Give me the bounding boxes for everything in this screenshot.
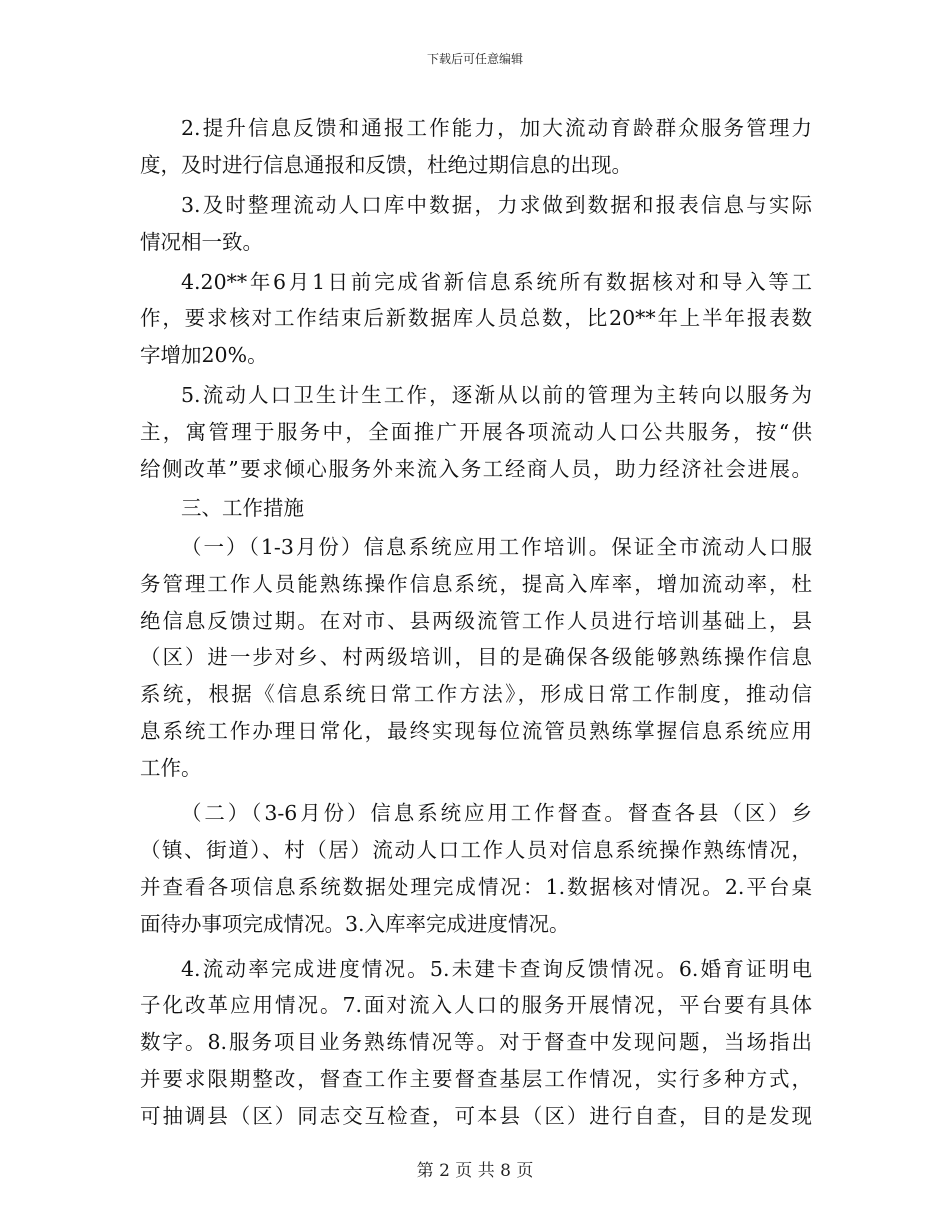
document-body [140,110,812,1135]
page-header: 下载后可任意编辑 [426,52,523,66]
text-line: 三、工作措施 [181,495,304,520]
text-line: 系统，根据《信息系统日常工作方法》，形成日常工作制度，推动信 [140,682,812,707]
text-line: 5.流动人口卫生计生工作，逐渐从以前的管理为主转向以服务为 [181,383,812,408]
text-line: 情况相一致。 [140,229,263,254]
text-line: 作，要求核对工作结束后新数据库人员总数，比20**年上半年报表数 [140,306,812,331]
text-line: （一）（1-3月份）信息系统应用工作培训。保证全市流动人口服 [181,534,812,559]
text-line: 字增加20%。 [140,343,268,368]
text-line: 给侧改革”要求倾心服务外来流入务工经商人员，助力经济社会进展。 [140,457,812,482]
text-line: 务管理工作人员能熟练操作信息系统，提高入库率，增加流动率，杜 [140,571,812,596]
text-line: 3.及时整理流动人口库中数据，力求做到数据和报表信息与实际 [181,192,812,217]
text-line: 可抽调县（区）同志交互检查，可本县（区）进行自查，目的是发现 [140,1104,812,1129]
text-line: 绝信息反馈过期。在对市、县两级流管工作人员进行培训基础上，县 [140,608,812,633]
text-line: 并要求限期整改，督查工作主要督查基层工作情况，实行多种方式， [140,1067,812,1092]
text-line: 子化改革应用情况。7.面对流入人口的服务开展情况，平台要有具体 [140,993,812,1018]
page-footer: 第 2 页 共 8 页 [416,1161,534,1181]
text-line: 度，及时进行信息通报和反馈，杜绝过期信息的出现。 [140,152,632,177]
text-line: 4.20**年6月1日前完成省新信息系统所有数据核对和导入等工 [181,269,812,294]
text-line: 4.流动率完成进度情况。5.未建卡查询反馈情况。6.婚育证明电 [181,956,812,981]
text-line: 2.提升信息反馈和通报工作能力，加大流动育龄群众服务管理力 [181,116,812,140]
text-line: 并查看各项信息系统数据处理完成情况：1.数据核对情况。2.平台桌 [140,874,812,899]
text-line: 主，寓管理于服务中，全面推广开展各项流动人口公共服务，按“供 [140,420,812,445]
text-line: 工作。 [140,756,202,781]
text-line: （区）进一步对乡、村两级培训，目的是确保各级能够熟练操作信息 [140,645,812,670]
text-line: （镇、街道）、村（居）流动人口工作人员对信息系统操作熟练情况， [140,837,812,862]
text-line: 数字。8.服务项目业务熟练情况等。对于督查中发现问题，当场指出 [140,1030,812,1055]
text-line: （二）（3-6月份）信息系统应用工作督查。督查各县（区）乡 [181,801,812,826]
text-line: 息系统工作办理日常化，最终实现每位流管员熟练掌握信息系统应用 [140,719,812,744]
text-line: 面待办事项完成情况。3.入库率完成进度情况。 [140,911,570,936]
